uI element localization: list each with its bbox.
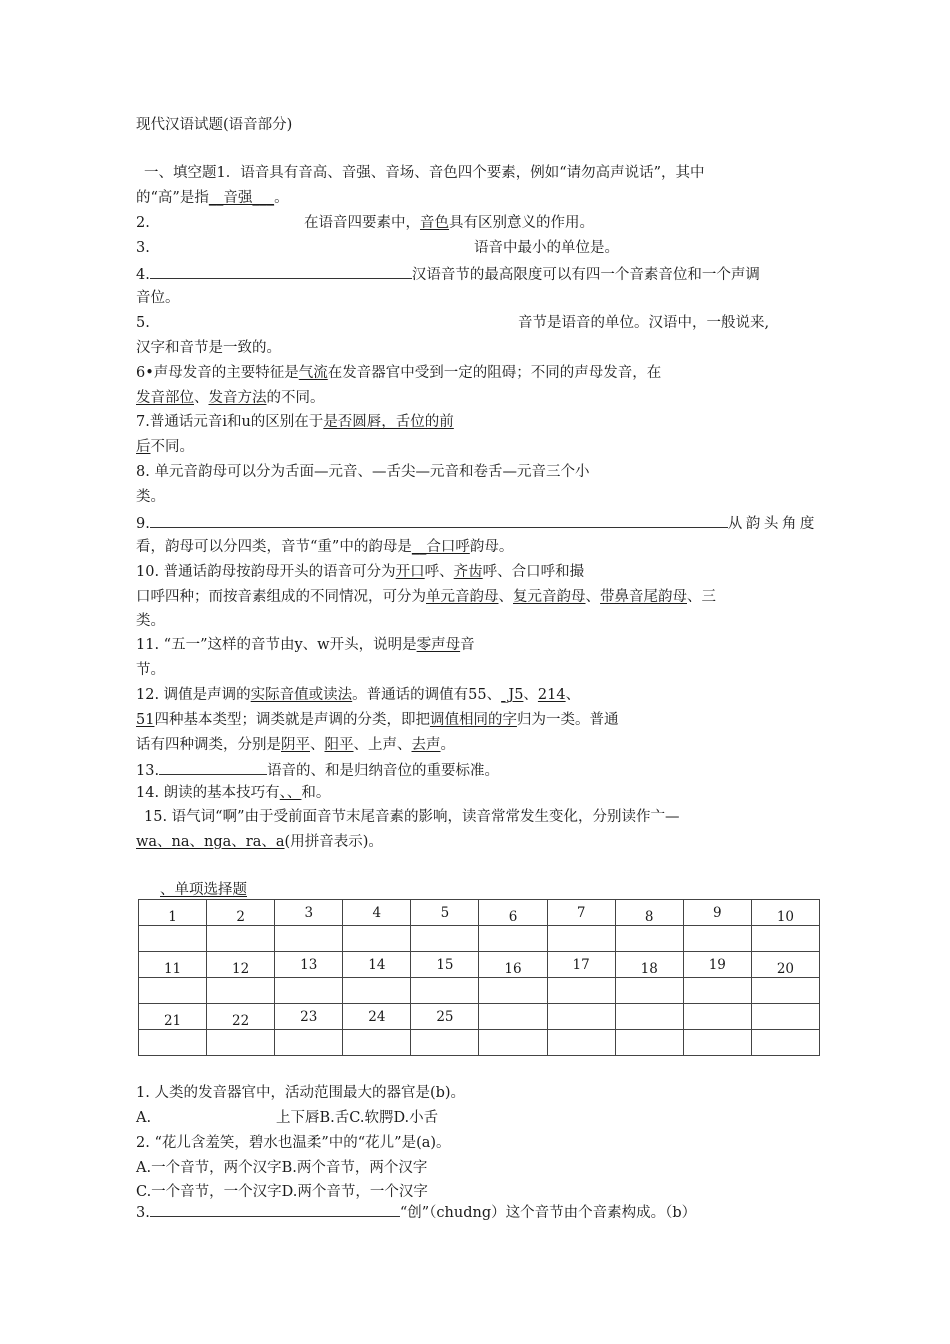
q12-answer-4: 51: [136, 712, 155, 728]
choice-heading: [160, 881, 247, 899]
q10-answer-3: 单元音韵母: [426, 589, 499, 605]
q14-answer: 、、: [279, 785, 302, 801]
q2-line: [304, 214, 594, 232]
answer-cell: [615, 1030, 683, 1056]
q12-text-b2: 归为一类。普通: [516, 712, 619, 728]
table-cell: 7: [547, 900, 615, 926]
table-row-answers: [139, 926, 820, 952]
q12-text-c3: 、上声、: [353, 737, 412, 753]
answer-cell[interactable]: [207, 978, 275, 1004]
answer-cell[interactable]: [751, 926, 819, 952]
q1-answer: __音强___: [208, 190, 275, 206]
q9-number: 9.: [136, 516, 150, 532]
q12-text-c: 话有四种调类，分别是: [136, 737, 281, 753]
q12-line-c: [136, 736, 455, 754]
q7-end: 不同。: [150, 439, 194, 455]
q13-text: 语音的、和是归纳音位的重要标准。: [267, 763, 500, 779]
mc-q3: [136, 1202, 696, 1222]
answer-cell[interactable]: [275, 978, 343, 1004]
answer-cell[interactable]: [207, 1030, 275, 1056]
q8-line-b: 类。: [136, 489, 165, 505]
q9-blank: [150, 513, 728, 528]
q4-line-a: [136, 264, 760, 284]
table-cell: 15: [411, 952, 479, 978]
mc-q2-options-ab: A.一个音节，两个汉字B.两个音节，两个汉字: [136, 1160, 428, 1176]
answer-cell[interactable]: [139, 926, 207, 952]
answer-cell[interactable]: [275, 926, 343, 952]
mc-q1-options: 上下唇B.舌C.软腭D.小舌: [276, 1110, 439, 1126]
table-cell: 8: [615, 900, 683, 926]
answer-cell: [547, 1030, 615, 1056]
table-cell: 3: [275, 900, 343, 926]
q10-text-b: 口呼四种；而按音素组成的不同情况，可分为: [136, 589, 426, 605]
q7-line-a: [136, 413, 454, 431]
table-cell: [547, 1004, 615, 1030]
q10-sep-2: 、: [585, 589, 600, 605]
q10-answer-2: 齐齿: [453, 564, 483, 580]
table-cell: 19: [683, 952, 751, 978]
q9-end: 韵母。: [469, 539, 514, 555]
q10-line-a: [136, 563, 584, 581]
q1-end: 。: [274, 190, 289, 206]
answer-cell[interactable]: [751, 978, 819, 1004]
choice-heading-text: 、单项选择题: [160, 882, 247, 898]
q5-line-b: 汉字和音节是一致的。: [136, 340, 281, 356]
q12-answer-2: _J5: [501, 687, 524, 703]
table-row-answers: [139, 978, 820, 1004]
answer-cell[interactable]: [343, 1030, 411, 1056]
q4-line-b: 音位。: [136, 290, 180, 306]
answer-table: [138, 899, 820, 1056]
q6-text-2: 在发音器官中受到一定的阻碍；不同的声母发音，在: [327, 365, 662, 381]
answer-cell[interactable]: [139, 1030, 207, 1056]
q1-text: 的“高”是指: [136, 190, 209, 206]
table-cell: 24: [343, 1004, 411, 1030]
q1-line-b: [136, 189, 289, 207]
q7-line-b: [136, 438, 194, 456]
table-cell: 9: [683, 900, 751, 926]
q12-line-b: [136, 711, 618, 729]
table-row-numbers: [139, 1004, 820, 1030]
q2-number: 2.: [136, 215, 150, 231]
q15-end: (用拼音表示)。: [284, 834, 383, 850]
answer-cell[interactable]: [547, 978, 615, 1004]
answer-cell[interactable]: [411, 926, 479, 952]
q14-line: [136, 784, 330, 802]
q6-end: 的不同。: [266, 390, 325, 406]
answer-cell[interactable]: [615, 926, 683, 952]
q2-answer: 音色: [420, 215, 449, 231]
q10-text-3: 呼、合口呼和撮: [482, 564, 585, 580]
q9-text: 从韵头角度: [727, 516, 818, 532]
q7-answer-a: 是否圆唇，舌位的前: [323, 414, 454, 430]
table-cell: [615, 1004, 683, 1030]
q6-answer-3: 发音方法: [208, 390, 267, 406]
q9-text-b: 看，韵母可以分四类，音节“重”中的韵母是: [136, 539, 412, 555]
q12-line-a: [136, 686, 580, 704]
q9-line-b: [136, 538, 513, 556]
q12-answer-3: 214: [537, 687, 566, 703]
table-cell: 4: [343, 900, 411, 926]
q4-text: 汉语音节的最高限度可以有四一个音素音位和一个声调: [411, 267, 760, 283]
table-cell: 10: [751, 900, 819, 926]
q15-answer: wa、na、nga、ra、a: [136, 834, 285, 850]
q7-answer-b: 后: [136, 439, 151, 455]
table-cell: 23: [275, 1004, 343, 1030]
q6-sep: 、: [194, 390, 209, 406]
q11-text: 11. “五一”这样的音节由y、w开头，说明是: [136, 637, 417, 653]
q2-text: 在语音四要素中，: [304, 215, 420, 231]
answer-cell[interactable]: [547, 926, 615, 952]
answer-cell[interactable]: [275, 1030, 343, 1056]
q10-line-c: 类。: [136, 613, 165, 629]
table-row-numbers: [139, 900, 820, 926]
q10-sep-1: 、: [498, 589, 513, 605]
table-cell: 20: [751, 952, 819, 978]
table-cell: 16: [479, 952, 547, 978]
table-cell: 11: [139, 952, 207, 978]
q10-answer-4: 复元音韵母: [513, 589, 586, 605]
table-cell: 25: [411, 1004, 479, 1030]
q12-sep-3: 、: [310, 737, 325, 753]
answer-cell[interactable]: [411, 1030, 479, 1056]
q10-text-2: 呼、: [424, 564, 454, 580]
answer-cell[interactable]: [343, 978, 411, 1004]
table-cell: 17: [547, 952, 615, 978]
answer-cell: [751, 1030, 819, 1056]
mc-q3-blank: [150, 1202, 400, 1217]
q12-sep-2: 、: [565, 687, 581, 703]
q4-blank: [150, 264, 412, 279]
q14-text: 14. 朗读的基本技巧有: [136, 785, 280, 801]
table-cell: 6: [479, 900, 547, 926]
answer-cell[interactable]: [479, 926, 547, 952]
table-cell: 12: [207, 952, 275, 978]
q12-answer-1: 实际音值或读法: [250, 687, 353, 703]
q12-answer-6: 阴平: [281, 737, 310, 753]
q12-sep-1: 、: [523, 687, 538, 703]
q14-end: 和。: [301, 785, 331, 801]
table-cell: 18: [615, 952, 683, 978]
q15-line-b: [136, 833, 383, 851]
table-cell: 13: [275, 952, 343, 978]
q6-text: 6•声母发音的主要特征是: [136, 365, 299, 381]
q5-text: 音节是语音的单位。汉语中，一般说来,: [518, 315, 770, 331]
table-cell: 2: [207, 900, 275, 926]
q6-line-a: [136, 364, 661, 382]
q6-line-b: [136, 389, 325, 407]
q6-answer-2: 发音部位: [136, 390, 194, 406]
table-cell: 5: [411, 900, 479, 926]
q13-blank: [159, 760, 267, 775]
mc-q3-text: “创”（chudng）这个音节由个音素构成。（b）: [399, 1205, 697, 1221]
q5-number: 5.: [136, 315, 150, 331]
q13-line: [136, 760, 499, 780]
answer-cell[interactable]: [683, 978, 751, 1004]
mc-q1-option-a: A.: [136, 1110, 152, 1126]
q11-line-b: 节。: [136, 662, 165, 678]
q12-text-2: 。普通话的调值有55、: [352, 687, 502, 703]
page-title: 现代汉语试题(语音部分): [136, 117, 293, 133]
table-cell: 22: [207, 1004, 275, 1030]
q7-text: 7.普通话元音i和u的区别在于: [136, 414, 324, 430]
answer-cell[interactable]: [615, 978, 683, 1004]
answer-cell[interactable]: [139, 978, 207, 1004]
answer-cell[interactable]: [343, 926, 411, 952]
q8-line-a: 8. 单元音韵母可以分为舌面—元音、—舌尖—元音和卷舌—元音三个小: [136, 464, 590, 480]
q12-answer-8: 去声: [411, 737, 441, 753]
answer-cell: [683, 1030, 751, 1056]
q12-text-b: 四种基本类型；调类就是声调的分类，即把: [154, 712, 430, 728]
table-row-answers: [139, 1030, 820, 1056]
table-cell: 14: [343, 952, 411, 978]
q11-line-a: [136, 636, 475, 654]
answer-cell[interactable]: [207, 926, 275, 952]
mc-q3-number: 3.: [136, 1205, 150, 1221]
mc-q1: 1. 人类的发音器官中，活动范围最大的器官是(b)。: [136, 1085, 466, 1101]
q11-end: 音: [460, 637, 475, 653]
q2-text-end: 具有区别意义的作用。: [449, 215, 594, 231]
q4-number: 4.: [136, 267, 150, 283]
q9-line-a: [136, 513, 818, 533]
q12-end: 。: [440, 737, 455, 753]
table-cell: [683, 1004, 751, 1030]
q13-number: 13.: [136, 763, 160, 779]
q3-text: 语音中最小的单位是。: [474, 240, 619, 256]
q12-text: 12. 调值是声调的: [136, 687, 251, 703]
table-cell: 1: [139, 900, 207, 926]
q9-answer: __合口呼: [411, 539, 470, 555]
q12-answer-7: 阳平: [324, 737, 354, 753]
answer-cell[interactable]: [479, 978, 547, 1004]
q10-text: 10. 普通话韵母按韵母开头的语音可分为: [136, 564, 396, 580]
mc-q2-options-cd: C.一个音节，一个汉字D.两个音节，一个汉字: [136, 1184, 428, 1200]
mc-q2: 2. “花儿含羞笑，碧水也温柔”中的“花儿”是(a)。: [136, 1135, 451, 1151]
q10-line-b: [136, 588, 716, 606]
q3-number: 3.: [136, 240, 150, 256]
table-cell: [751, 1004, 819, 1030]
q1-line-a: 一、填空题1．语音具有音高、音强、音场、音色四个要素，例如“请勿高声说话”，其中: [144, 165, 705, 181]
answer-cell[interactable]: [411, 978, 479, 1004]
table-row-numbers: [139, 952, 820, 978]
table-cell: 21: [139, 1004, 207, 1030]
q11-answer: 零声母: [416, 637, 461, 653]
q10-answer-5: 带鼻音尾韵母: [600, 589, 687, 605]
table-cell: [479, 1004, 547, 1030]
q12-answer-5: 调值相同的字: [429, 712, 517, 728]
answer-cell: [479, 1030, 547, 1056]
q10-answer-1: 开口: [395, 564, 425, 580]
answer-cell[interactable]: [683, 926, 751, 952]
q10-text-end: 、三: [687, 589, 716, 605]
q15-line-a: 15. 语气词“啊”由于受前面音节末尾音素的影响，读音常常发生变化，分别读作亠—: [144, 809, 680, 825]
q6-answer-1: 气流: [298, 365, 328, 381]
